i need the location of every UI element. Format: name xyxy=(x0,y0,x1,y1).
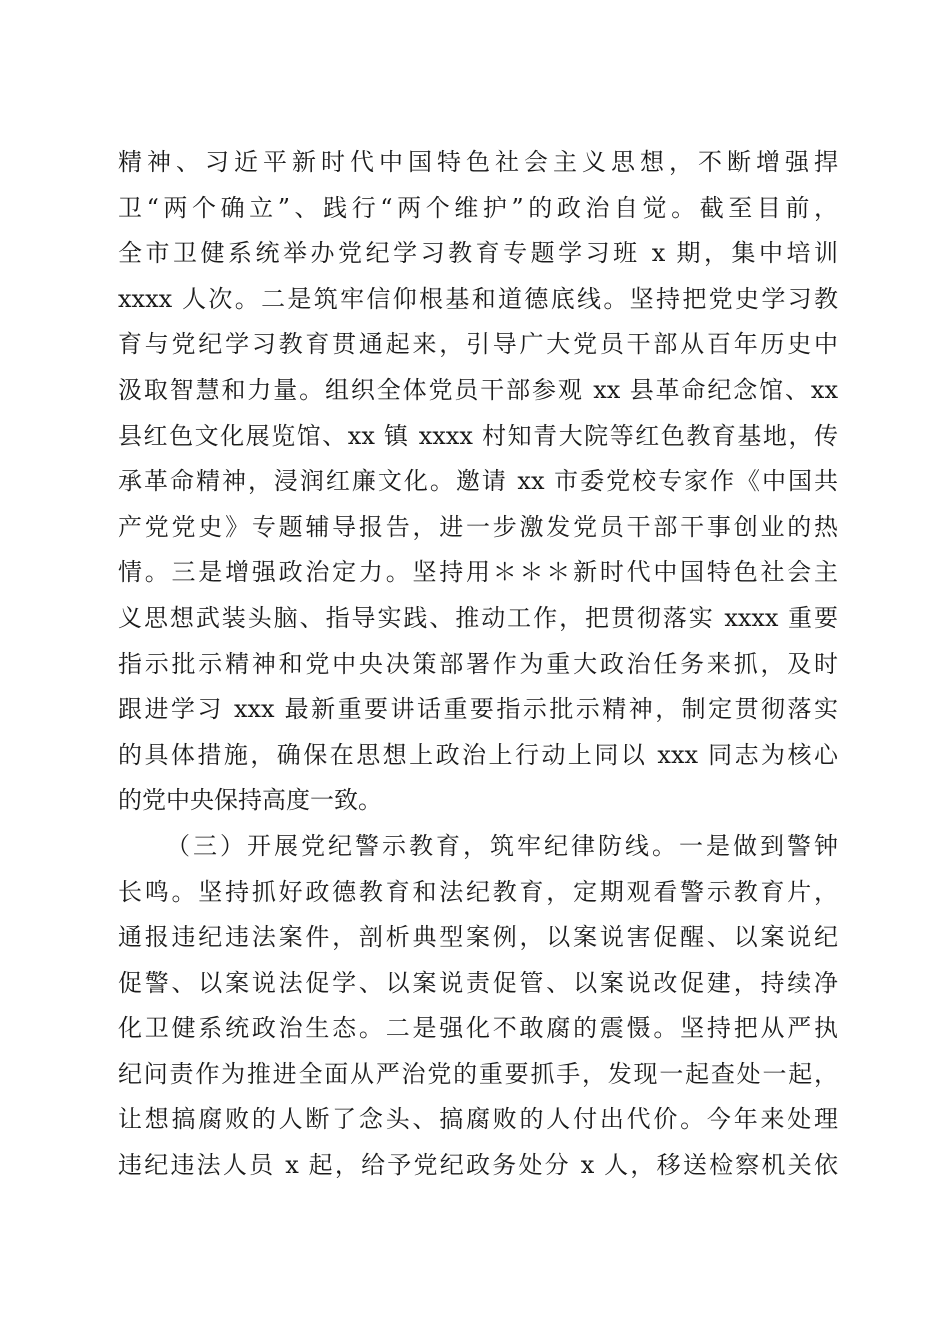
text-line: 产党党史》专题辅导报告，进一步激发党员干部干事创业的热 xyxy=(118,512,838,541)
text-line: 化卫健系统政治生态。二是强化不敢腐的震慑。坚持把从严执 xyxy=(118,1014,838,1043)
text-line: 县红色文化展览馆、xx 镇 xxxx 村知青大院等红色教育基地，传 xyxy=(118,421,838,450)
text-line: 长鸣。坚持抓好政德教育和法纪教育，定期观看警示教育片， xyxy=(118,877,838,906)
text-line: 全市卫健系统举办党纪学习教育专题学习班 x 期，集中培训 xyxy=(118,239,838,268)
text-line: 卫“两个确立”、践行“两个维护”的政治自觉。截至目前， xyxy=(118,193,838,222)
text-line: 让想搞腐败的人断了念头、搞腐败的人付出代价。今年来处理 xyxy=(118,1105,838,1134)
text-line: 促警、以案说法促学、以案说责促管、以案说改促建，持续净 xyxy=(118,968,838,997)
text-line: 跟进学习 xxx 最新重要讲话重要指示批示精神，制定贯彻落实 xyxy=(118,695,838,724)
text-line: 的党中央保持高度一致。 xyxy=(118,786,382,815)
text-line: 承革命精神，浸润红廉文化。邀请 xx 市委党校专家作《中国共 xyxy=(118,467,838,496)
text-line: 纪问责作为推进全面从严治党的重要抓手，发现一起查处一起， xyxy=(118,1059,838,1088)
text-line: 义思想武装头脑、指导实践、推动工作，把贯彻落实 xxxx 重要 xyxy=(118,603,838,632)
text-line: 指示批示精神和党中央决策部署作为重大政治任务来抓，及时 xyxy=(118,649,838,678)
text-line: 汲取智慧和力量。组织全体党员干部参观 xx 县革命纪念馆、xx xyxy=(118,375,838,404)
text-line: 精神、习近平新时代中国特色社会主义思想，不断增强捍 xyxy=(118,148,838,176)
text-line: 育与党纪学习教育贯通起来，引导广大党员干部从百年历史中 xyxy=(118,330,838,359)
document-body xyxy=(118,140,838,1189)
text-line: 的具体措施，确保在思想上政治上行动上同以 xxx 同志为核心 xyxy=(118,740,838,769)
text-line: 通报违纪违法案件，剖析典型案例，以案说害促醒、以案说纪 xyxy=(118,923,838,952)
section-heading-line: （三）开展党纪警示教育，筑牢纪律防线。一是做到警钟 xyxy=(166,831,838,860)
text-line: xxxx 人次。二是筑牢信仰根基和道德底线。坚持把党史学习教 xyxy=(118,284,838,313)
text-line: 违纪违法人员 x 起，给予党纪政务处分 x 人，移送检察机关依 xyxy=(118,1151,838,1180)
text-line: 情。三是增强政治定力。坚持用＊＊＊新时代中国特色社会主 xyxy=(118,558,838,587)
